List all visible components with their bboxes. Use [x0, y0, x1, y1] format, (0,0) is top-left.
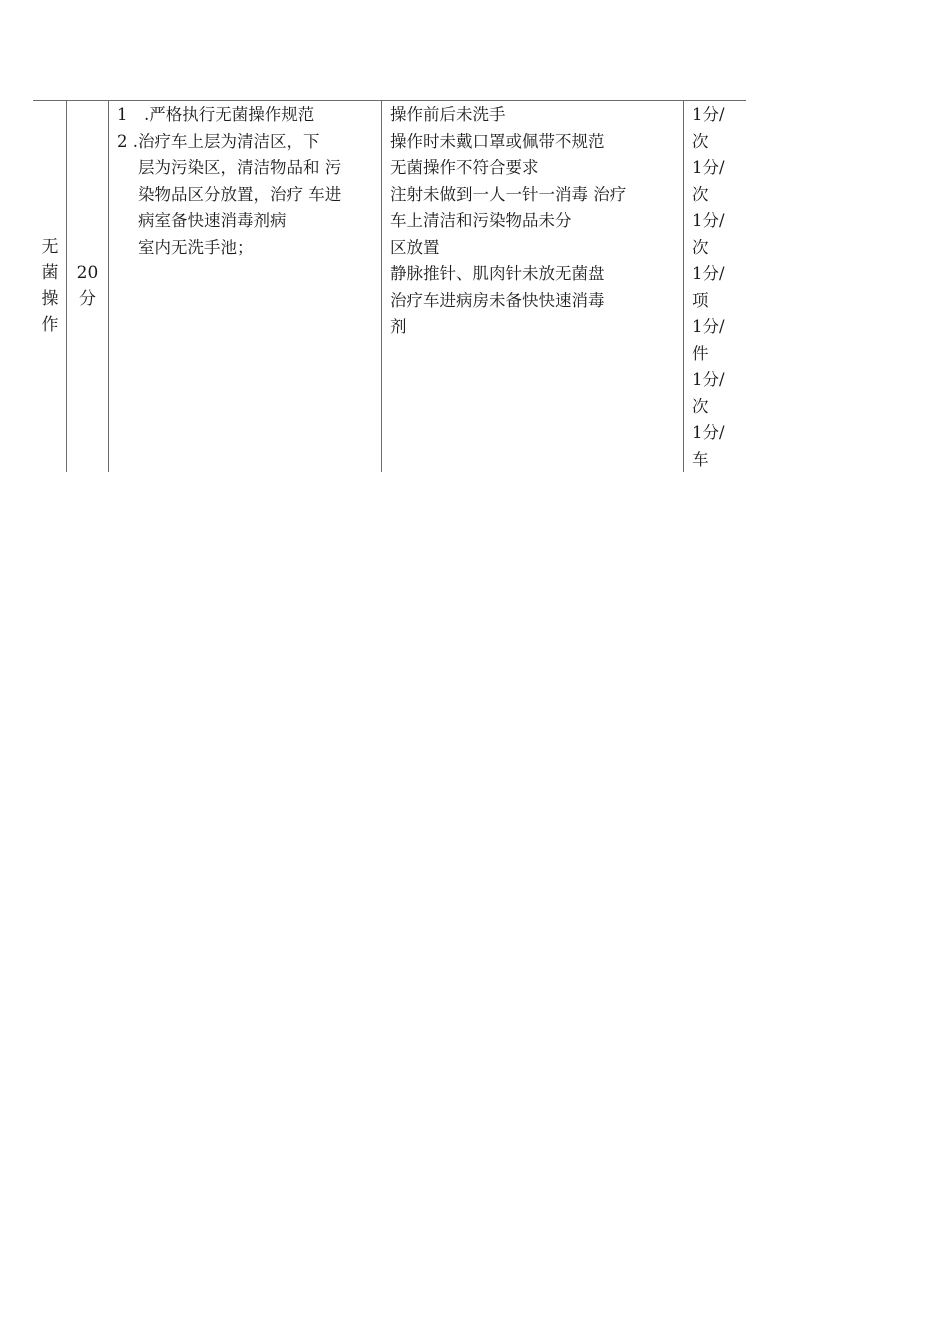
score-line: 1分/: [692, 158, 725, 177]
score-line: 次: [692, 237, 709, 257]
requirement-line: 病室备快速消毒剂病: [138, 211, 287, 230]
score-line: 1分/: [692, 370, 725, 389]
deduction-line: 操作时未戴口罩或佩带不规范: [390, 131, 605, 151]
score-line: 次: [692, 396, 709, 416]
requirement-line: 2 .治疗车上层为清洁区，下: [117, 131, 320, 151]
deduction-line: 操作前后未洗手: [390, 105, 506, 124]
deduction-line: 车上清洁和污染物品未分: [390, 211, 572, 230]
score-line: 件: [692, 343, 709, 363]
deduction-line: 无菌操作不符合要求: [390, 158, 539, 177]
column-divider: [381, 100, 382, 472]
requirement-line: 染物品区分放置，治疗 车进: [138, 184, 342, 204]
requirements-cell: [117, 102, 379, 474]
requirement-line: 室内无洗手池；: [138, 237, 254, 257]
column-divider: [683, 100, 684, 472]
points-text: 20分: [76, 263, 99, 309]
score-line: 次: [692, 131, 709, 151]
deduction-line: 治疗车进病房未备快快速消毒: [390, 290, 605, 310]
score-line: 1分/: [692, 423, 725, 442]
requirement-line: 层为污染区，清洁物品和 污: [138, 158, 342, 177]
deduction-line: 静脉推针、肌肉针未放无菌盘: [390, 264, 605, 283]
requirement-line: 1 .严格执行无菌操作规范: [117, 105, 315, 124]
scoring-table: [33, 100, 746, 472]
scores-cell: [692, 102, 742, 474]
category-cell: [33, 100, 66, 472]
score-line: 项: [692, 290, 709, 310]
category-text: 无菌操作: [41, 237, 59, 335]
score-line: 次: [692, 184, 709, 204]
deduction-line: 注射未做到一人一针一消毒 治疗: [390, 184, 627, 204]
column-divider: [108, 100, 109, 472]
deductions-cell: [390, 102, 680, 474]
score-line: 1分/: [692, 317, 725, 336]
points-cell: [67, 100, 108, 472]
score-line: 1分/: [692, 105, 725, 124]
score-line: 1分/: [692, 264, 725, 283]
score-line: 车: [692, 449, 709, 469]
score-line: 1分/: [692, 211, 725, 230]
deduction-line: 剂: [390, 317, 407, 336]
table-top-border: [33, 100, 746, 101]
deduction-line: 区放置: [390, 237, 440, 257]
